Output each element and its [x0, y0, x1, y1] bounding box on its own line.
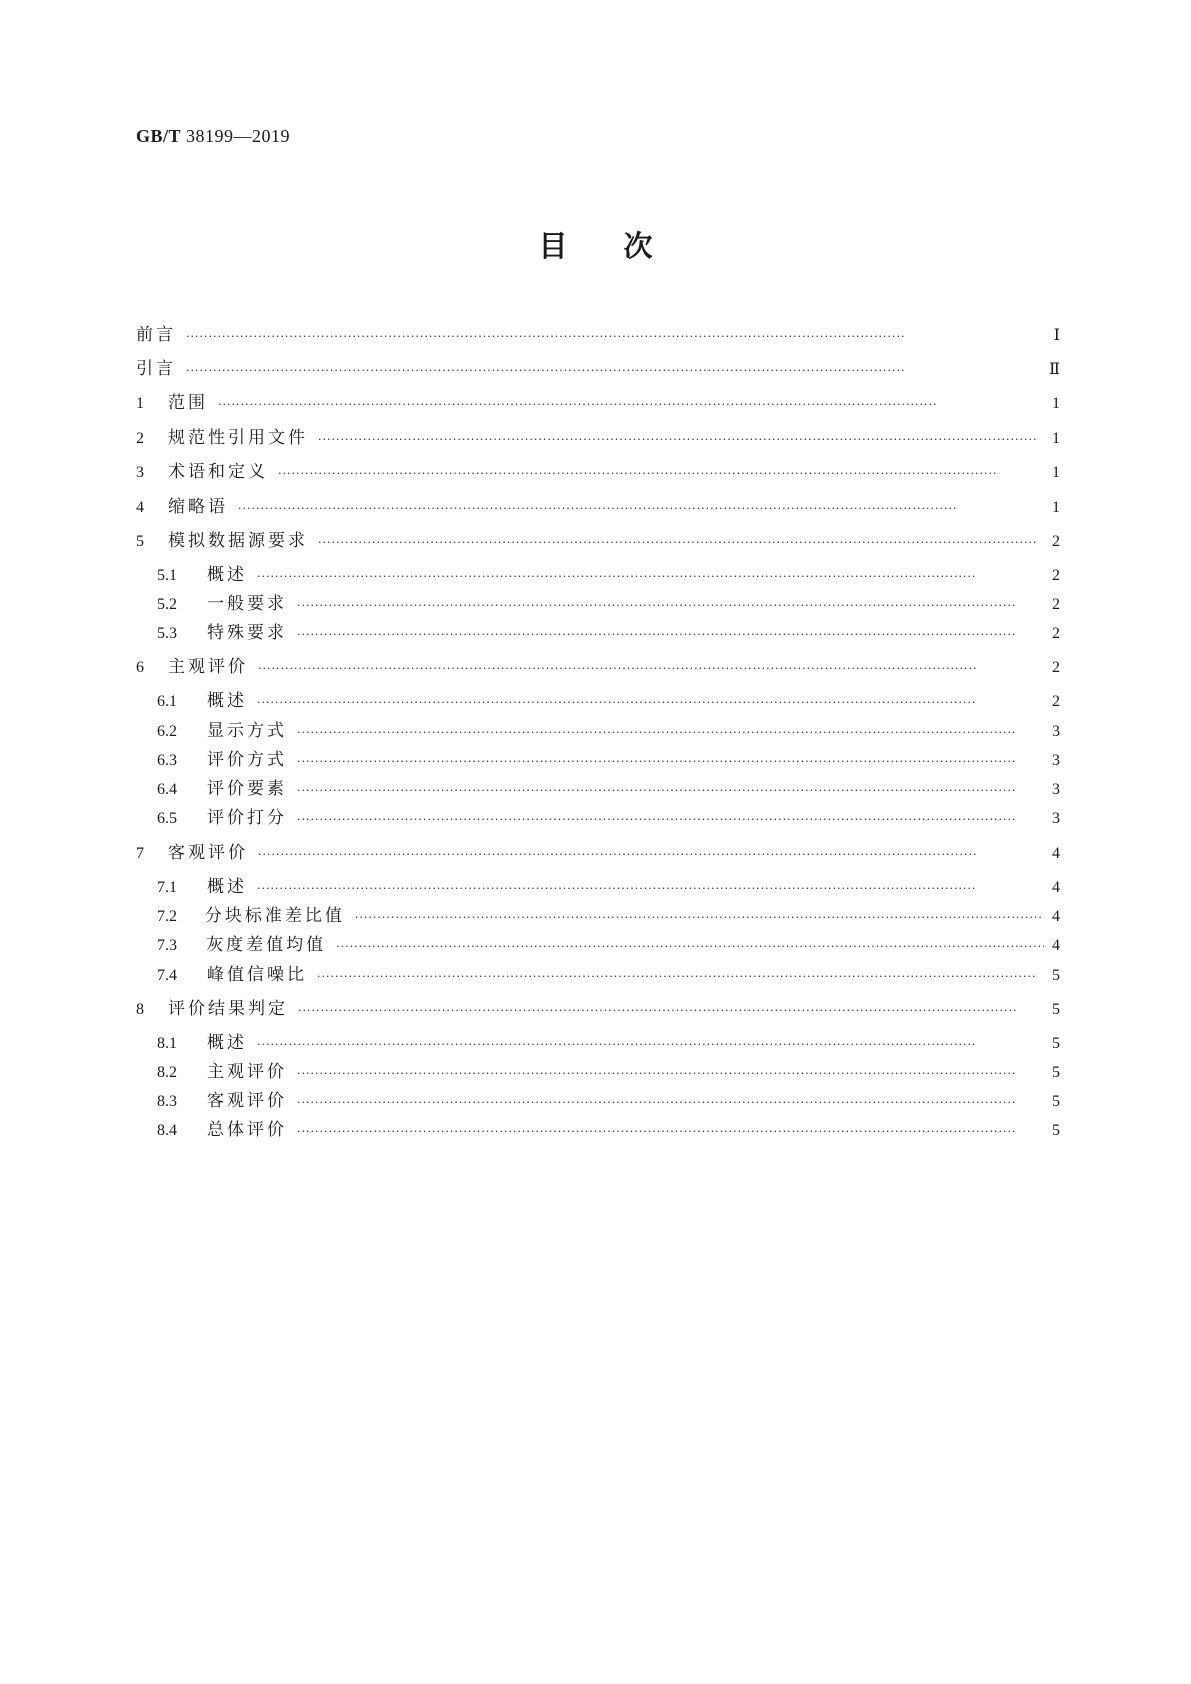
- toc-entry[interactable]: [157, 963, 1060, 987]
- toc-entry-page: 3: [1052, 752, 1060, 769]
- toc-entry-label: 总体评价: [207, 1120, 287, 1140]
- toc-entry-number: 7.2: [157, 908, 177, 925]
- toc-entry-number: 2: [136, 430, 144, 447]
- toc-entry-page: 3: [1052, 723, 1060, 740]
- toc-entry-label: 术语和定义: [168, 462, 268, 482]
- toc-entry-page: 1: [1052, 499, 1060, 516]
- toc-entry-label: 评价结果判定: [168, 999, 288, 1019]
- toc-entry-number: 8.2: [157, 1064, 177, 1081]
- toc-entry-number: 6: [136, 659, 144, 676]
- toc-entry-number: 7: [136, 845, 144, 862]
- toc-entry-number: 6.4: [157, 781, 177, 798]
- toc-entry-page: 1: [1052, 464, 1060, 481]
- toc-entry[interactable]: [136, 323, 1060, 347]
- toc-entry-page: 2: [1052, 693, 1060, 710]
- toc-entry-number: 5.3: [157, 625, 177, 642]
- toc-dot-leader: [258, 657, 1044, 681]
- toc-dot-leader: [257, 691, 1044, 715]
- toc-entry-number: 8.1: [157, 1035, 177, 1052]
- toc-dot-leader: [257, 877, 1044, 901]
- toc-entry[interactable]: [157, 621, 1060, 645]
- toc-entry-number: 6.5: [157, 810, 177, 827]
- toc-entry-page: 1: [1052, 430, 1060, 447]
- toc-entry-number: 5: [136, 533, 144, 550]
- toc-entry[interactable]: [157, 689, 1060, 713]
- toc-entry-label: 模拟数据源要求: [168, 531, 308, 551]
- toc-dot-leader: [257, 565, 1044, 589]
- toc-entry-page: 3: [1052, 810, 1060, 827]
- toc-entry-page: 1: [1052, 395, 1060, 412]
- toc-entry-page: 4: [1052, 908, 1060, 925]
- toc-entry-label: 灰度差值均值: [206, 935, 327, 955]
- toc-entry-number: 6.1: [157, 693, 177, 710]
- toc-entry-label: 概述: [207, 877, 247, 897]
- toc-entry-label: 前言: [136, 325, 176, 345]
- page-title: 目次: [538, 229, 709, 263]
- toc-dot-leader: [336, 935, 1044, 959]
- toc-entry-page: 2: [1052, 533, 1060, 550]
- toc-entry[interactable]: [157, 777, 1060, 801]
- toc-entry-number: 5.1: [157, 567, 177, 584]
- toc-entry-page: 2: [1052, 659, 1060, 676]
- toc-entry-number: 6.3: [157, 752, 177, 769]
- toc-entry-label: 特殊要求: [207, 623, 287, 643]
- toc-entry-label: 客观评价: [207, 1091, 287, 1111]
- toc-entry-label: 概述: [207, 1033, 247, 1053]
- toc-dot-leader: [186, 359, 1043, 383]
- toc-entry-page: 4: [1052, 937, 1060, 954]
- toc-dot-leader: [238, 497, 1044, 521]
- toc-dot-leader: [297, 808, 1044, 832]
- toc-entry-page: 5: [1052, 1122, 1060, 1139]
- toc-dot-leader: [297, 721, 1044, 745]
- toc-entry-number: 5.2: [157, 596, 177, 613]
- toc-entry-page: Ⅱ: [1049, 361, 1060, 378]
- toc-entry[interactable]: [157, 748, 1060, 772]
- toc-dot-leader: [355, 906, 1044, 930]
- toc-entry-page: 5: [1052, 1001, 1060, 1018]
- toc-entry[interactable]: [157, 719, 1060, 743]
- toc-entry-label: 评价打分: [207, 808, 287, 828]
- toc-entry-page: 5: [1052, 1035, 1060, 1052]
- toc-entry-label: 主观评价: [168, 657, 248, 677]
- toc-entry-label: 一般要求: [207, 594, 287, 614]
- toc-dot-leader: [297, 750, 1044, 774]
- toc-dot-leader: [258, 843, 1044, 867]
- toc-entry[interactable]: [157, 1089, 1060, 1113]
- toc-entry[interactable]: [157, 1060, 1060, 1084]
- toc-dot-leader: [298, 999, 1044, 1023]
- toc-entry-label: 缩略语: [168, 497, 228, 517]
- toc-entry-label: 显示方式: [207, 721, 287, 741]
- toc-entry-page: 2: [1052, 596, 1060, 613]
- toc-entry[interactable]: [136, 529, 1060, 553]
- toc-entry-number: 8.4: [157, 1122, 177, 1139]
- toc-entry[interactable]: [157, 592, 1060, 616]
- toc-entry-page: 5: [1052, 1093, 1060, 1110]
- toc-dot-leader: [318, 531, 1044, 555]
- toc-dot-leader: [317, 965, 1044, 989]
- toc-entry[interactable]: [136, 460, 1060, 484]
- toc-entry[interactable]: [136, 997, 1060, 1021]
- toc-entry-number: 7.3: [157, 937, 177, 954]
- toc-entry-label: 评价方式: [207, 750, 287, 770]
- toc-entry-page: 3: [1052, 781, 1060, 798]
- toc-dot-leader: [297, 1091, 1044, 1115]
- toc-entry[interactable]: [136, 841, 1060, 865]
- toc-entry-page: 2: [1052, 567, 1060, 584]
- toc-dot-leader: [297, 623, 1044, 647]
- toc-entry-page: Ⅰ: [1053, 327, 1060, 344]
- toc-entry[interactable]: [157, 1031, 1060, 1055]
- toc-entry[interactable]: [157, 904, 1060, 928]
- toc-entry[interactable]: [157, 933, 1060, 957]
- toc-entry[interactable]: [136, 357, 1060, 381]
- toc-dot-leader: [318, 428, 1044, 452]
- toc-dot-leader: [278, 462, 1044, 486]
- toc-entry-number: 3: [136, 464, 144, 481]
- standard-number: 38199—2019: [186, 126, 291, 146]
- toc-entry-page: 5: [1052, 967, 1060, 984]
- toc-dot-leader: [186, 325, 1044, 349]
- toc-entry-number: 6.2: [157, 723, 177, 740]
- toc-entry[interactable]: [157, 875, 1060, 899]
- toc-entry[interactable]: [136, 495, 1060, 519]
- toc-entry-label: 规范性引用文件: [168, 428, 308, 448]
- toc-entry-label: 客观评价: [168, 843, 248, 863]
- toc-entry-number: 7.4: [157, 967, 177, 984]
- toc-entry-label: 评价要素: [207, 779, 287, 799]
- toc-entry-label: 主观评价: [207, 1062, 287, 1082]
- toc-entry-label: 分块标准差比值: [204, 906, 345, 926]
- toc-dot-leader: [218, 393, 1044, 417]
- standard-code: [136, 126, 290, 147]
- toc-entry-page: 4: [1052, 879, 1060, 896]
- toc-entry-number: 8.3: [157, 1093, 177, 1110]
- toc-entry-page: 5: [1052, 1064, 1060, 1081]
- toc-entry[interactable]: [157, 1118, 1060, 1142]
- toc-entry[interactable]: [136, 426, 1060, 450]
- toc-entry-number: 7.1: [157, 879, 177, 896]
- toc-entry[interactable]: [136, 655, 1060, 679]
- toc-entry-page: 2: [1052, 625, 1060, 642]
- toc-dot-leader: [297, 1120, 1044, 1144]
- toc-entry-label: 范围: [168, 393, 208, 413]
- toc-entry[interactable]: [136, 391, 1060, 415]
- toc-entry[interactable]: [157, 563, 1060, 587]
- toc-entry-label: 概述: [207, 565, 247, 585]
- toc-entry-label: 概述: [207, 691, 247, 711]
- toc-entry[interactable]: [157, 806, 1060, 830]
- toc-dot-leader: [297, 594, 1044, 618]
- toc-entry-number: 4: [136, 499, 144, 516]
- toc-entry-page: 4: [1052, 845, 1060, 862]
- toc-entry-label: 峰值信噪比: [207, 965, 307, 985]
- toc-entry-label: 引言: [136, 359, 176, 379]
- toc-dot-leader: [297, 779, 1044, 803]
- toc-entry-number: 8: [136, 1001, 144, 1018]
- toc-dot-leader: [297, 1062, 1044, 1086]
- toc-dot-leader: [257, 1033, 1044, 1057]
- standard-prefix: GB/T: [136, 126, 182, 146]
- toc-entry-number: 1: [136, 395, 144, 412]
